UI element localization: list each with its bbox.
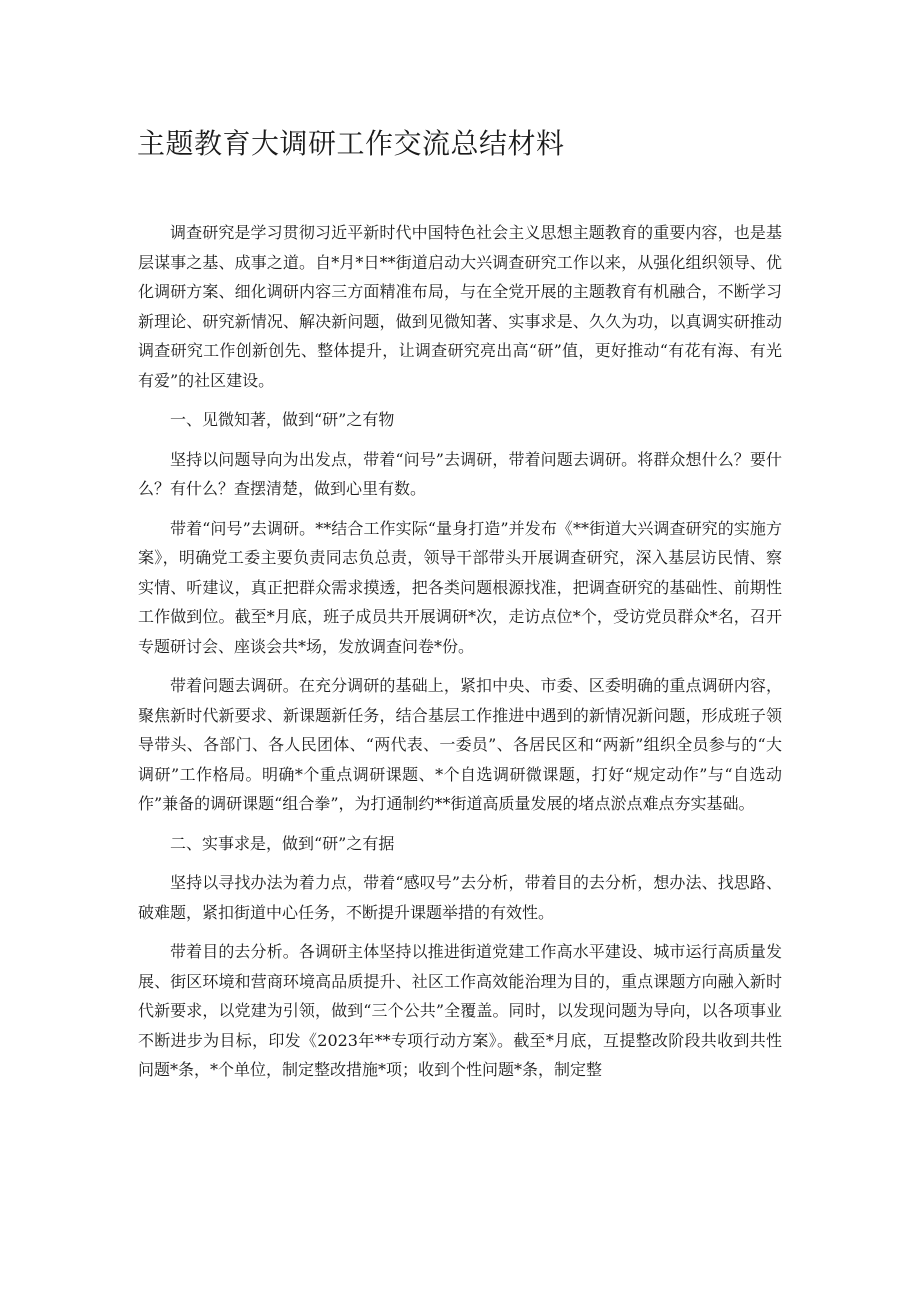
document-body [138, 218, 782, 1085]
paragraph-2-2: 带着目的去分析。各调研主体坚持以推进街道党建工作高水平建设、城市运行高质量发展、街区环境和营商环境高品质提升、社区工作高效能治理为目的，重点课题方向融入新时代新要求，以党建为引领，做到“三个公共”全覆盖。同时，以发现问题为导向，以各项事业不断进步为目标，印发《2023年**专项行动方案》。截至*月底，互提整改阶段共收到共性问题*条，*个单位，制定整改措施*项；收到个性问题*条，制定整 [138, 942, 782, 1079]
section-heading-2: 二、实事求是，做到“研”之有据 [170, 833, 395, 853]
section-heading-1: 一、见微知著，做到“研”之有物 [170, 410, 395, 429]
paragraph-1-3: 带着问题去调研。在充分调研的基础上，紧扣中央、市委、区委明确的重点调研内容，聚焦新时代新要求、新课题新任务，结合基层工作推进中遇到的新情况新问题，形成班子领导带头、各部门、各人民团体、“两代表、一委员”、各居民区和“两新”组织全员参与的“大调研”工作格局。明确*个重点调研课题、*个自选调研微课题，打好“规定动作”与“自选动作”兼备的调研课题“组合拳”，为打通制约**街道高质量发展的堵点淤点难点夯实基础。 [138, 676, 782, 813]
document-title: 主题教育大调研工作交流总结材料 [137, 127, 565, 160]
paragraph-1-2: 带着“问号”去调研。**结合工作实际“量身打造”并发布《**街道大兴调查研究的实施方案》，明确党工委主要负责同志负总责，领导干部带头开展调查研究，深入基层访民情、察实情、听建议，真正把群众需求摸透，把各类问题根源找准，把调查研究的基础性、前期性工作做到位。截至*月底，班子成员共开展调研*次，走访点位*个，受访党员群众*名，召开专题研讨会、座谈会共*场，发放调查问卷*份。 [138, 518, 782, 656]
paragraph-1-1: 坚持以问题导向为出发点，带着“问号”去调研，带着问题去调研。将群众想什么？要什么？有什么？查摆清楚，做到心里有数。 [138, 449, 782, 498]
paragraph-intro: 调查研究是学习贯彻习近平新时代中国特色社会主义思想主题教育的重要内容，也是基层谋事之基、成事之道。自*月*日**街道启动大兴调查研究工作以来，从强化组织领导、优化调研方案、细化调研内容三方面精准布局，与在全党开展的主题教育有机融合，不断学习新理论、研究新情况、解决新问题，做到见微知著、实事求是、久久为功，以真调实研推动调查研究工作创新创先、整体提升，让调查研究亮出高“研”值，更好推动“有花有海、有光有爱”的社区建设。 [138, 223, 782, 390]
paragraph-2-1: 坚持以寻找办法为着力点，带着“感叹号”去分析，带着目的去分析，想办法、找思路、破难题，紧扣街道中心任务，不断提升课题举措的有效性。 [138, 873, 782, 922]
